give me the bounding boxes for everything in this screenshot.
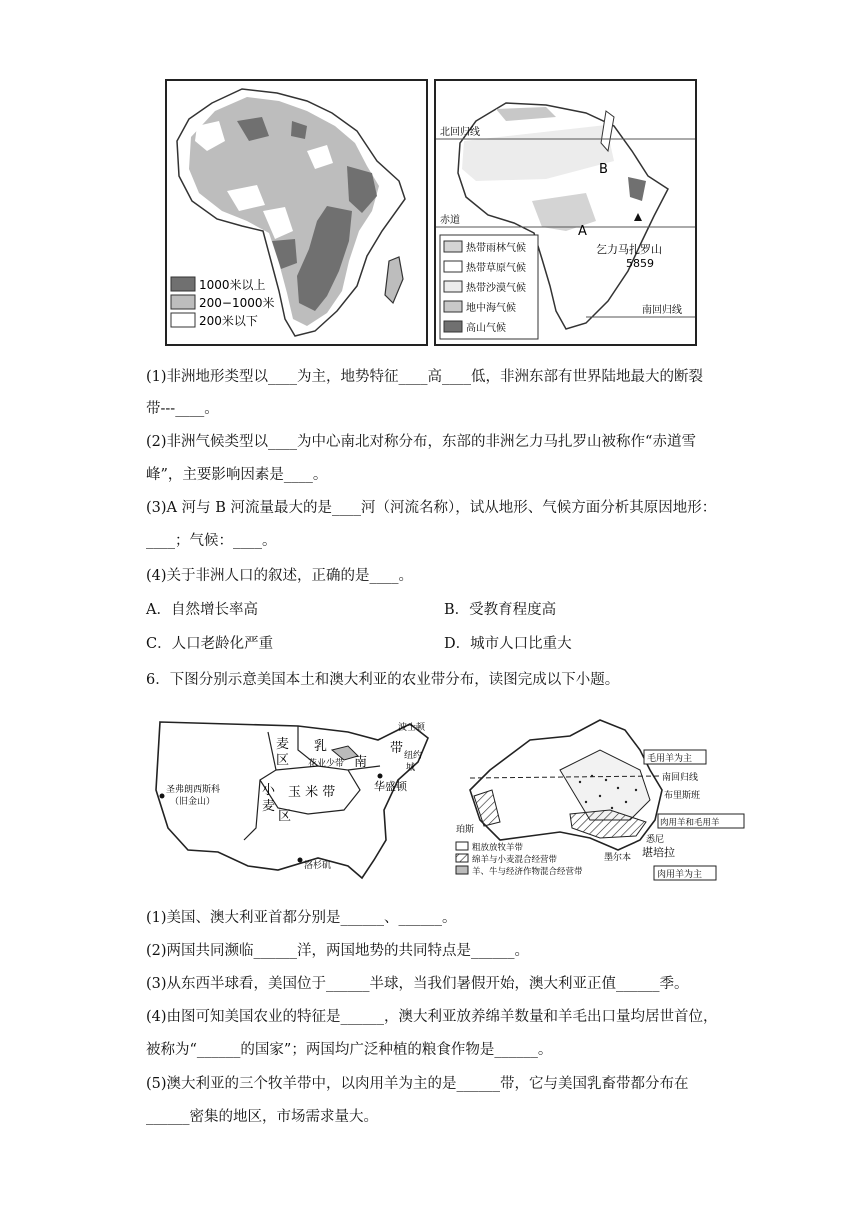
usa-wheat-north-2: 区 [276,753,290,768]
usa-corn: 玉 米 带 [288,785,336,800]
terrain-legend-low: 200米以下 [199,314,258,328]
usa-ny2: 城 [406,763,416,773]
q5-part3-line2: ____；气候：____。 [146,533,277,549]
mountain-height-label: 5859 [626,257,654,270]
q5-part1-line2: 带---____。 [146,401,219,417]
equator-label: 赤道 [440,215,460,226]
climate-legend-desert: 热带沙漠气候 [466,283,526,294]
option-c: C．人口老龄化严重 [146,636,274,652]
africa-climate-map [434,79,697,346]
option-d: D．城市人口比重大 [444,636,572,652]
usa-dairy: 乳 [314,739,328,754]
usa-dairy-sub: 花业少带 [308,759,345,769]
climate-legend-rainforest: 热带雨林气候 [466,243,526,254]
tropic-north-label: 北回归线 [440,127,480,138]
aus-brisbane: 布里斯班 [664,791,701,801]
usa-agriculture-map [148,710,446,886]
aus-perth: 珀斯 [456,825,475,835]
aus-sydney: 悉尼 [646,835,665,845]
q6-part1: (1)美国、澳大利亚首都分别是______、______。 [146,910,457,926]
climate-legend-highland: 高山气候 [466,323,506,334]
climate-legend-mediterranean: 地中海气候 [466,303,516,314]
q5-part2-line1: (2)非洲气候类型以____为中心南北对称分布，东部的非洲乞力马扎罗山被称作“赤道雪 [146,434,696,450]
usa-dc: 华盛顿 [374,780,407,793]
river-a-label: A [578,224,587,239]
q6-part2: (2)两国共同濒临______洋，两国地势的共同特点是______。 [146,943,530,959]
river-b-label: B [599,162,608,177]
q6-part4-line2: 被称为“______的国家”；两国均广泛种植的粮食作物是______。 [146,1042,553,1058]
usa-wheat-small-3: 区 [278,809,292,824]
q6-part5-line2: ______密集的地区，市场需求量大。 [146,1109,378,1125]
q6-part4-line1: (4)由图可知美国农业的特征是______，澳大利亚放养绵羊数量和羊毛出口量均居世首位， [146,1009,718,1025]
usa-wheat-north-1: 麦 [276,737,290,752]
usa-sf: 圣弗朗西斯科 [166,785,221,795]
option-a: A．自然增长率高 [146,602,258,618]
q6-part5-line1: (5)澳大利亚的三个牧羊带中，以肉用羊为主的是______带，它与美国乳畜带都分布在 [146,1076,689,1092]
tropic-south-label: 南回归线 [642,305,682,316]
usa-wheat-small-1: 小 [262,783,276,798]
aus-legend-1: 粗放放牧羊带 [472,843,524,853]
aus-canberra: 堪培拉 [642,846,675,859]
aus-tag-meat: 肉用羊为主 [657,870,703,880]
usa-cotton: 南 [354,755,368,770]
q5-part4: (4)关于非洲人口的叙述，正确的是____。 [146,568,414,584]
aus-melbourne: 墨尔本 [604,853,632,863]
aus-legend-2: 绵羊与小麦混合经营带 [472,855,558,865]
aus-legend-3: 羊、牛与经济作物混合经营带 [472,867,583,877]
q5-part1-line1: (1)非洲地形类型以____为主，地势特征____高____低，非洲东部有世界陆地最大的断裂 [146,369,704,385]
mountain-name-label: 乞力马扎罗山 [596,243,662,256]
climate-legend-savanna: 热带草原气候 [466,263,526,274]
terrain-legend-mid: 200−1000米 [199,296,275,310]
usa-sf-sub: （旧金山） [170,797,216,807]
australia-agriculture-map [450,710,748,886]
aus-tag-wool: 毛用羊为主 [647,754,693,764]
q6-part3: (3)从东西半球看，美国位于______半球，当我们暑假开始，澳大利亚正值______季。 [146,976,689,992]
q6-intro: 6．下图分别示意美国本土和澳大利亚的农业带分布，读图完成以下小题。 [146,672,620,688]
q5-part2-line2: 峰”，主要影响因素是____。 [146,467,328,483]
option-b: B．受教育程度高 [444,602,557,618]
terrain-legend-high: 1000米以上 [199,278,266,292]
usa-boston: 波士顿 [398,723,426,733]
q5-part3-line1: (3)A 河与 B 河流量最大的是____河（河流名称），试从地形、气候方面分析其原因地形： [146,500,717,516]
aus-tag-meat-wool: 肉用羊和毛用羊 [660,818,720,828]
usa-la: 洛杉矶 [304,861,332,871]
usa-ny: 纽约 [404,751,423,761]
usa-band: 带 [390,741,404,756]
aus-tropic-label: 南回归线 [662,773,699,783]
usa-wheat-small-2: 麦 [262,799,276,814]
africa-terrain-map [165,79,428,346]
